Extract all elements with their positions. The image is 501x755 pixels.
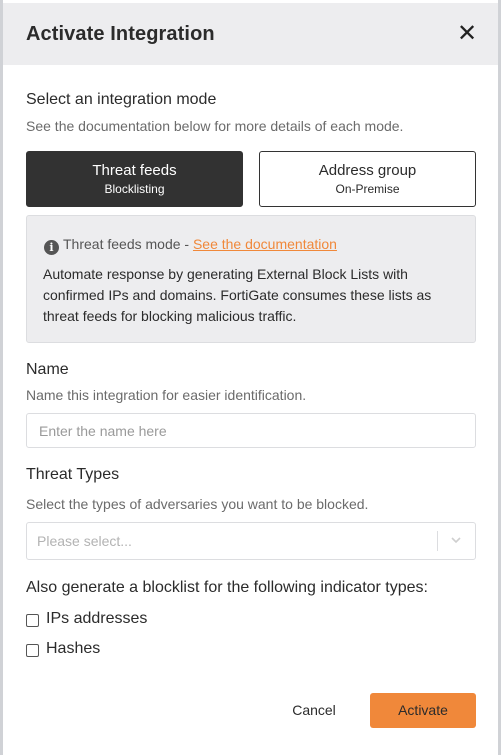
info-mode-label: Threat feeds mode - — [63, 236, 193, 252]
name-input[interactable] — [26, 413, 476, 448]
name-description: Name this integration for easier identification. — [26, 387, 307, 403]
activate-button[interactable]: Activate — [370, 693, 476, 728]
threat-types-label: Threat Types — [26, 466, 120, 483]
close-icon: ✕ — [456, 20, 478, 47]
indicator-types-title: Also generate a blocklist for the following indicator types: — [26, 579, 428, 596]
backdrop-edge-left — [0, 0, 3, 755]
name-label: Name — [26, 361, 69, 378]
info-body-text: Automate response by generating External Block Lists with confirmed IPs and domains. FortiGate consumes these lists as threat feeds for blocking malicious traffic. — [43, 266, 432, 324]
threat-types-placeholder: Please select... — [37, 533, 132, 549]
mode-threat-feeds-button[interactable] — [26, 151, 243, 207]
threat-types-select[interactable] — [26, 522, 476, 560]
mode-threat-feeds-label: Threat feeds — [92, 162, 177, 179]
cancel-button[interactable]: Cancel — [292, 702, 336, 718]
ip-addresses-checkbox[interactable] — [26, 614, 39, 627]
close-button[interactable] — [456, 21, 478, 47]
ip-addresses-label[interactable]: IPs addresses — [46, 610, 148, 627]
mode-info-box — [26, 215, 476, 343]
modal-title: Activate Integration — [26, 23, 215, 45]
threat-types-description: Select the types of adversaries you want to be blocked. — [26, 496, 369, 512]
hashes-checkbox[interactable] — [26, 644, 39, 657]
hashes-label[interactable]: Hashes — [46, 640, 101, 657]
chevron-down-icon[interactable] — [449, 533, 463, 547]
select-divider — [437, 531, 438, 551]
mode-threat-feeds-sublabel: Blocklisting — [104, 182, 165, 196]
integration-mode-title: Select an integration mode — [26, 91, 217, 108]
info-heading — [44, 236, 337, 255]
mode-address-group-button[interactable] — [259, 151, 476, 207]
integration-mode-description: See the documentation below for more details of each mode. — [26, 118, 404, 134]
info-icon: i — [44, 240, 59, 255]
documentation-link[interactable]: See the documentation — [192, 236, 337, 252]
mode-address-group-sublabel: On-Premise — [335, 182, 400, 196]
mode-address-group-label: Address group — [318, 162, 417, 179]
modal-header — [3, 3, 498, 65]
